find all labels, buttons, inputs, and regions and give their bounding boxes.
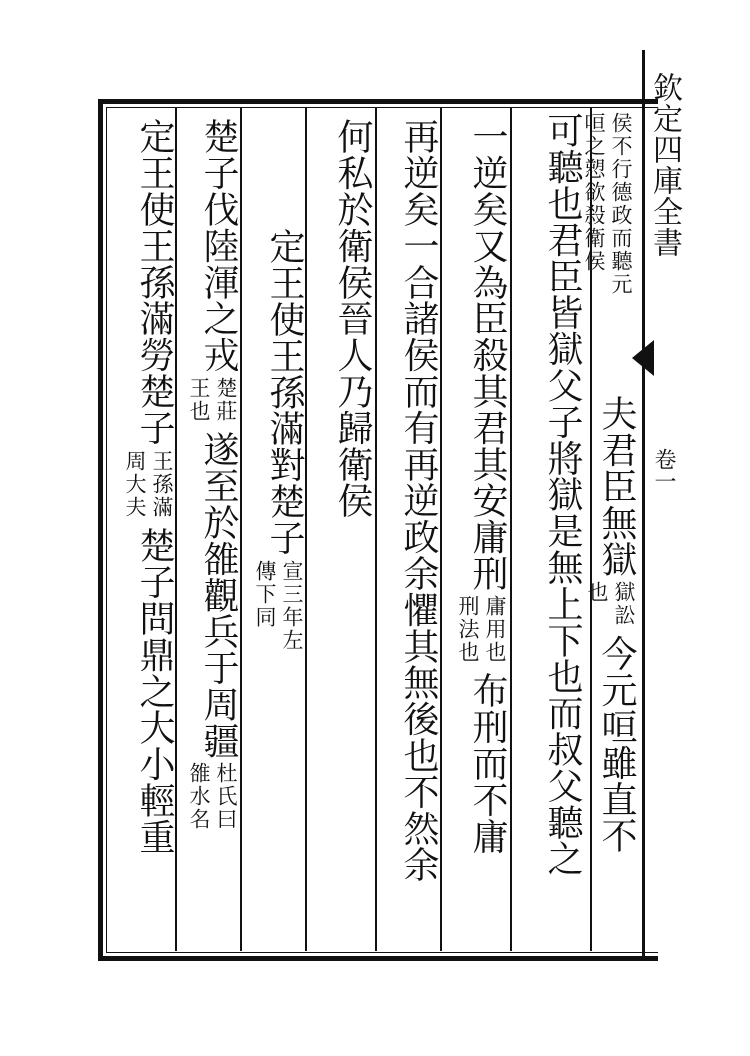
annotation-left: 傳下同	[253, 559, 277, 629]
column-rule	[175, 108, 177, 951]
column-rule	[440, 108, 442, 951]
annotation-right: 宣三年左	[280, 559, 304, 652]
main-text: 今元咺雖直不	[596, 635, 637, 854]
main-text: 楚子伐陸渾之戎	[198, 118, 239, 373]
main-text: 可聽也君臣皆獄父子將獄是無上下也而叔父聽之	[542, 112, 583, 877]
main-text: 夫君臣無獄	[596, 395, 637, 577]
main-text: 何私於衛侯晉人乃歸衛侯	[332, 118, 373, 519]
book-title: 欽定四庫全書	[647, 72, 682, 258]
center-fold-line	[642, 50, 645, 956]
main-text: 再逆矣一合諸侯而有再逆政余懼其無後也不然余	[398, 118, 439, 883]
main-text: 遂至於雒觀兵于周疆	[198, 430, 239, 759]
column-rule	[375, 108, 377, 951]
fish-tail-mark	[632, 340, 654, 376]
main-text: 布刑而不庸	[467, 672, 508, 855]
annotation-left: 雒水名	[187, 762, 211, 832]
annotation-right: 楚莊	[214, 376, 238, 423]
column-rule	[240, 108, 242, 951]
annotation-right: 庸用也	[483, 595, 507, 665]
annotation-left: 也	[585, 581, 609, 604]
main-text: 定王使王孫滿對楚子	[264, 228, 305, 556]
annotation-right: 杜氏曰	[214, 762, 238, 832]
annotation-right: 侯不行德政而聽元	[609, 112, 633, 296]
annotation-left: 周大夫	[123, 449, 147, 519]
annotation-left: 王也	[187, 376, 211, 423]
main-text: 一逆矣又為臣殺其君其安庸刑	[467, 118, 508, 592]
annotation-right: 獄訟	[612, 581, 636, 627]
main-text: 定王使王孫滿勞楚子	[134, 118, 175, 446]
annotation-left: 咺之愬欲殺衛侯	[582, 112, 606, 273]
column-rule	[510, 108, 512, 951]
annotation-left: 刑法也	[456, 595, 480, 665]
volume-number: 卷一	[651, 448, 676, 492]
column-rule	[305, 108, 307, 951]
annotation-right: 王孫滿	[150, 449, 174, 519]
main-text: 楚子問鼎之大小輕重	[134, 526, 175, 855]
